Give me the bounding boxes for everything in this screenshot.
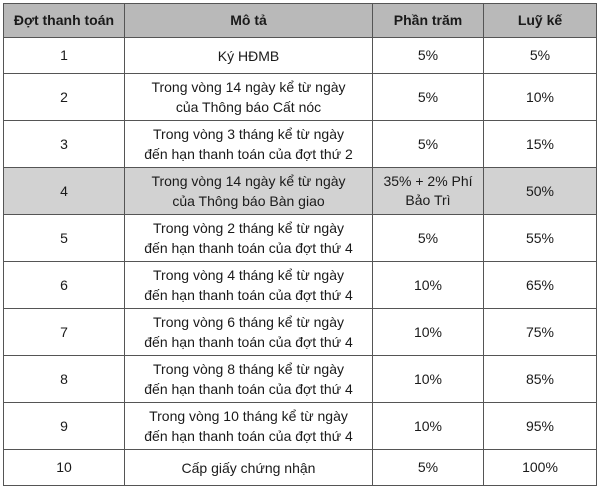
installment-number: 10 bbox=[4, 450, 125, 486]
table-row bbox=[4, 74, 597, 121]
description-cell bbox=[125, 38, 373, 74]
description-line: Trong vòng 2 tháng kể từ ngày bbox=[153, 220, 344, 236]
percentage-cell bbox=[373, 450, 484, 486]
description-line: Trong vòng 6 tháng kể từ ngày bbox=[153, 314, 344, 330]
installment-number: 2 bbox=[4, 74, 125, 121]
percentage-cell bbox=[373, 403, 484, 450]
percentage-line: 5% bbox=[417, 135, 439, 152]
percentage-line: 5% bbox=[417, 459, 439, 475]
description-line: Ký HĐMB bbox=[217, 47, 280, 64]
description-line: đến hạn thanh toán của đợt thứ 4 bbox=[144, 428, 353, 444]
cumulative-cell: 10% bbox=[484, 74, 597, 121]
description-line: đến hạn thanh toán của đợt thứ 4 bbox=[144, 334, 353, 350]
percentage-line: 5% bbox=[417, 229, 439, 246]
percentage-cell bbox=[373, 121, 484, 168]
percentage-cell bbox=[373, 38, 484, 74]
cumulative-cell: 95% bbox=[484, 403, 597, 450]
cumulative-cell: 100% bbox=[484, 450, 597, 486]
percentage-line: 35% + 2% Phí bbox=[383, 173, 473, 189]
description-line: Trong vòng 4 tháng kể từ ngày bbox=[153, 267, 344, 283]
percentage-line: 5% bbox=[417, 88, 439, 105]
payment-schedule-table bbox=[3, 3, 597, 486]
payment-schedule bbox=[3, 3, 597, 486]
installment-number: 8 bbox=[4, 356, 125, 403]
description-line: đến hạn thanh toán của đợt thứ 4 bbox=[144, 287, 353, 303]
table-row bbox=[4, 309, 597, 356]
percentage-cell bbox=[373, 74, 484, 121]
percentage-line: 10% bbox=[413, 370, 443, 387]
percentage-line: 10% bbox=[413, 323, 443, 340]
header-row bbox=[4, 4, 597, 38]
description-cell bbox=[125, 403, 373, 450]
cumulative-cell: 65% bbox=[484, 262, 597, 309]
table-row bbox=[4, 215, 597, 262]
description-line: Trong vòng 3 tháng kể từ ngày bbox=[153, 126, 344, 142]
installment-number: 7 bbox=[4, 309, 125, 356]
percentage-line: 10% bbox=[413, 417, 443, 434]
table-row bbox=[4, 403, 597, 450]
description-line: Cấp giấy chứng nhận bbox=[181, 459, 316, 476]
installment-number: 1 bbox=[4, 38, 125, 74]
installment-number: 4 bbox=[4, 168, 125, 215]
description-cell bbox=[125, 309, 373, 356]
description-line: đến hạn thanh toán của đợt thứ 4 bbox=[144, 381, 353, 397]
cumulative-cell: 75% bbox=[484, 309, 597, 356]
description-cell bbox=[125, 121, 373, 168]
cumulative-cell: 5% bbox=[484, 38, 597, 74]
percentage-cell bbox=[373, 309, 484, 356]
description-line: Trong vòng 14 ngày kể từ ngày bbox=[151, 79, 346, 95]
cumulative-cell: 15% bbox=[484, 121, 597, 168]
description-cell bbox=[125, 450, 373, 486]
installment-number: 6 bbox=[4, 262, 125, 309]
description-line: Trong vòng 8 tháng kể từ ngày bbox=[153, 361, 344, 377]
description-line: đến hạn thanh toán của đợt thứ 2 bbox=[144, 146, 353, 162]
description-cell bbox=[125, 168, 373, 215]
table-body bbox=[4, 38, 597, 486]
description-line: đến hạn thanh toán của đợt thứ 4 bbox=[144, 240, 353, 256]
percentage-line: Bảo Trì bbox=[405, 192, 451, 208]
percentage-line: 10% bbox=[413, 276, 443, 293]
description-line: Trong vòng 14 ngày kể từ ngày bbox=[151, 173, 346, 189]
header-installment: Đợt thanh toán bbox=[4, 4, 125, 38]
percentage-line: 5% bbox=[417, 47, 439, 63]
cumulative-cell: 55% bbox=[484, 215, 597, 262]
table-row bbox=[4, 38, 597, 74]
header-cumulative: Luỹ kế bbox=[484, 4, 597, 38]
description-line: Trong vòng 10 tháng kể từ ngày bbox=[149, 408, 348, 424]
description-cell bbox=[125, 74, 373, 121]
header-percentage: Phần trăm bbox=[373, 4, 484, 38]
description-cell bbox=[125, 215, 373, 262]
cumulative-cell: 85% bbox=[484, 356, 597, 403]
table-row-highlighted bbox=[4, 168, 597, 215]
description-line: của Thông báo Cất nóc bbox=[175, 99, 322, 115]
table-row bbox=[4, 450, 597, 486]
percentage-cell bbox=[373, 262, 484, 309]
percentage-cell bbox=[373, 215, 484, 262]
percentage-cell bbox=[373, 356, 484, 403]
description-line: của Thông báo Bàn giao bbox=[172, 193, 325, 209]
percentage-cell bbox=[373, 168, 484, 215]
installment-number: 5 bbox=[4, 215, 125, 262]
table-row bbox=[4, 356, 597, 403]
description-cell bbox=[125, 262, 373, 309]
installment-number: 9 bbox=[4, 403, 125, 450]
header-description: Mô tả bbox=[125, 4, 373, 38]
cumulative-cell: 50% bbox=[484, 168, 597, 215]
table-row bbox=[4, 262, 597, 309]
table-row bbox=[4, 121, 597, 168]
installment-number: 3 bbox=[4, 121, 125, 168]
table-header bbox=[4, 4, 597, 38]
description-cell bbox=[125, 356, 373, 403]
